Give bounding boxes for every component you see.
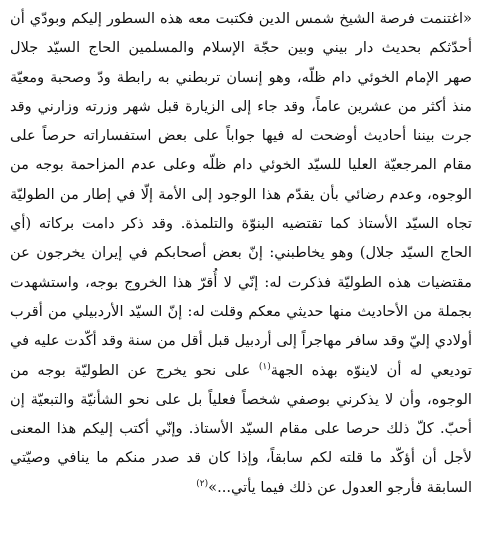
text-line-12: أولادي إليّ وقد سافر مهاجراً إلى أردبيل قبل أقل من سنة وقد أكّدت عليه في (10, 332, 472, 350)
text-line-14: الوجوه، وأن لا يذكرني بوصفي شخصاً فعلياً بل على نحو الشأنيّة والتبعيّة إن (10, 390, 472, 408)
text-line-10: مقتضيات هذه الطوليّة فذكرت له: إنّي لا أُقرّ هذا الخروج بوجه، واستشهدت (10, 273, 472, 291)
text-line-13-tail: على نحو يخرج عن الطوليّة بوجه من (10, 361, 259, 379)
text-line-7: الوجوه، وعدم رضائي بأن يقدّم هذا الوجود إلى الأمة إلّا في إطار من الطوليّة (10, 185, 472, 203)
text-line-16: لأجل أن أؤكّد ما قلته لكم سابقاً، وإذا كان قد صدر منكم ما ينافي وصيّتي (10, 449, 472, 467)
text-line-3: صهر الإمام الخوئي دام ظلّه، وهو إنسان تربطني به رابطة ودّ وصحبة ومعيّة (10, 68, 472, 86)
text-line-5: جرت بيننا أحاديث أوضحت له فيها جواباً على بعض استفساراته حرصاً على (10, 127, 472, 145)
text-line-8: تجاه السيّد الأستاذ كما تقتضيه البنوّة والتلمذة. وقد ذكر دامت بركاته (أي (10, 215, 472, 233)
footnote-marker-2[interactable]: (٢) (196, 478, 209, 489)
text-line-2: أحدّثكم بحديث دار بيني وبين حجّة الإسلام والمسلمين الحاج السيّد جلال (10, 39, 472, 57)
text-line-11: بجملة من الأحاديث منها حديثي معكم وقلت له: إنّ السيّد الأردبيلي من أقرب (10, 302, 472, 320)
text-line-4: منذ أكثر من عشرين عاماً، وقد جاء إلى الزيارة قبل شهر وزرته وزارني وقد (10, 97, 472, 115)
text-line-6: مقام المرجعيّة العليا للسيّد الخوئي دام ظلّه وعلى عدم المزاحمة بوجه من (10, 156, 472, 174)
text-line-13-head: توديعي له أن لاينوّه بهذه الجهة (270, 361, 472, 379)
text-line-1: «اغتنمت فرصة الشيخ شمس الدين فكتبت معه هذه السطور إليكم وبودّي أن (10, 10, 472, 27)
footnote-marker-1[interactable]: (١) (258, 361, 271, 372)
text-line-9: الحاج السيّد جلال) وهو يخاطبني: إنّ بعض أصحابكم في إيران يخرجون عن (10, 244, 472, 262)
text-line-13 (10, 356, 472, 385)
text-line-15: أحبّ. كلّ ذلك حرصا على مقام السيّد الأستاذ. وإنّي أكتب إليكم هذا المعنى (10, 420, 472, 438)
text-line-17 (10, 473, 472, 502)
text-line-17-body: السابقة فأرجو العدول عن ذلك فيما يأتي...» (208, 478, 472, 496)
